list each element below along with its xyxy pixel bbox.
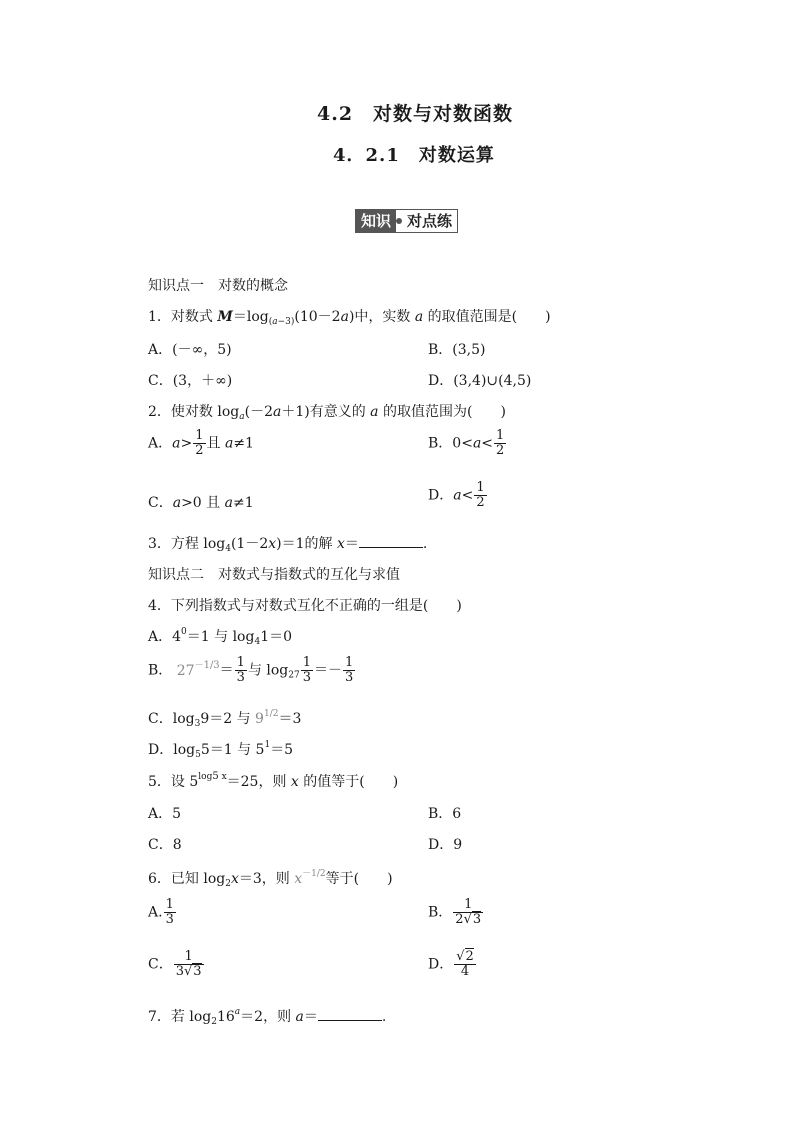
q4-option-a: A．$4^0=1$ 与 $\log_41=0$ (148, 627, 293, 647)
q2-option-d: D．a< $\frac{1}{2}$ (428, 480, 485, 510)
q5-option-d: D．9 (428, 837, 463, 853)
q6-stem: 6．已知 $\log_2x=3$，则 $x^{-1/2}$等于( ) (148, 869, 393, 889)
badge-dot-icon (396, 210, 402, 232)
q3-stem: 3．方程 $\log_4(1-2x)=1$的解 x＝ . (148, 536, 428, 554)
q5-option-c: C．8 (148, 837, 182, 853)
q2-option-c: C．a>0 且 a≠1 (148, 495, 254, 511)
badge-right: 对点练 (402, 210, 457, 232)
q7-answer-blank[interactable] (318, 1008, 382, 1021)
q2-option-b: B．0<a< $\frac{1}{2}$ (428, 428, 505, 458)
q4-option-d: D．$\log_55=1$ 与 $5^1=5$ (148, 740, 294, 760)
part2-heading: 知识点二 对数式与指数式的互化与求值 (148, 567, 400, 583)
q4-stem: 4．下列指数式与对数式互化不正确的一组是( ) (148, 598, 462, 614)
q2-option-a: A．a> $\frac{1}{2}$ 且 a≠1 (148, 428, 254, 458)
q1-option-a: A．(－∞，5) (148, 342, 232, 358)
badge-left: 知识 (356, 210, 396, 232)
q7-stem: 7．若 $\log_216^a=2$，则 a＝ . (148, 1007, 387, 1027)
q6-option-c: C． $\frac{1}{3√3}$ (148, 949, 202, 979)
q2-stem: 2．使对数 $\log_a(-2a+1)$有意义的 a 的取值范围为( ) (148, 404, 506, 422)
subsection-title: 4．2.1 对数运算 (333, 145, 495, 166)
q1-option-b: B．(3,5) (428, 342, 486, 358)
q4-option-c: C．$\log_39=2$ 与 $9^{1/2}=3$ (148, 709, 302, 729)
q1-option-d: D．(3,4)∪(4,5) (428, 373, 532, 389)
q4-option-b: B． $27^{-1/3}=$ $\frac{1}{3}$ 与 $\log_{27}$ $\frac{1}{3}$ ＝－ $\frac{1}{3}$ (148, 655, 354, 685)
q1-option-c: C．(3，＋∞) (148, 373, 233, 389)
part1-heading: 知识点一 对数的概念 (148, 278, 288, 294)
q5-option-b: B．6 (428, 806, 462, 822)
q5-option-a: A．5 (148, 806, 182, 822)
q6-option-a: A. $\frac{1}{3}$ (148, 897, 174, 927)
section-badge (355, 209, 458, 233)
q5-stem: 5．设 $5^{log5 x}=25$，则 x 的值等于( ) (148, 771, 399, 790)
section-title: 4.2 对数与对数函数 (317, 103, 514, 125)
q3-answer-blank[interactable] (359, 535, 423, 548)
q6-option-b: B． $\frac{1}{2√3}$ (428, 897, 482, 927)
q6-option-d: D． $\frac{√2}{4}$ (428, 949, 474, 979)
q1-stem: 1．对数式 $M=\log_{(a-3)}(10-2a)$中，实数 a 的取值范围是( ) (148, 309, 551, 327)
